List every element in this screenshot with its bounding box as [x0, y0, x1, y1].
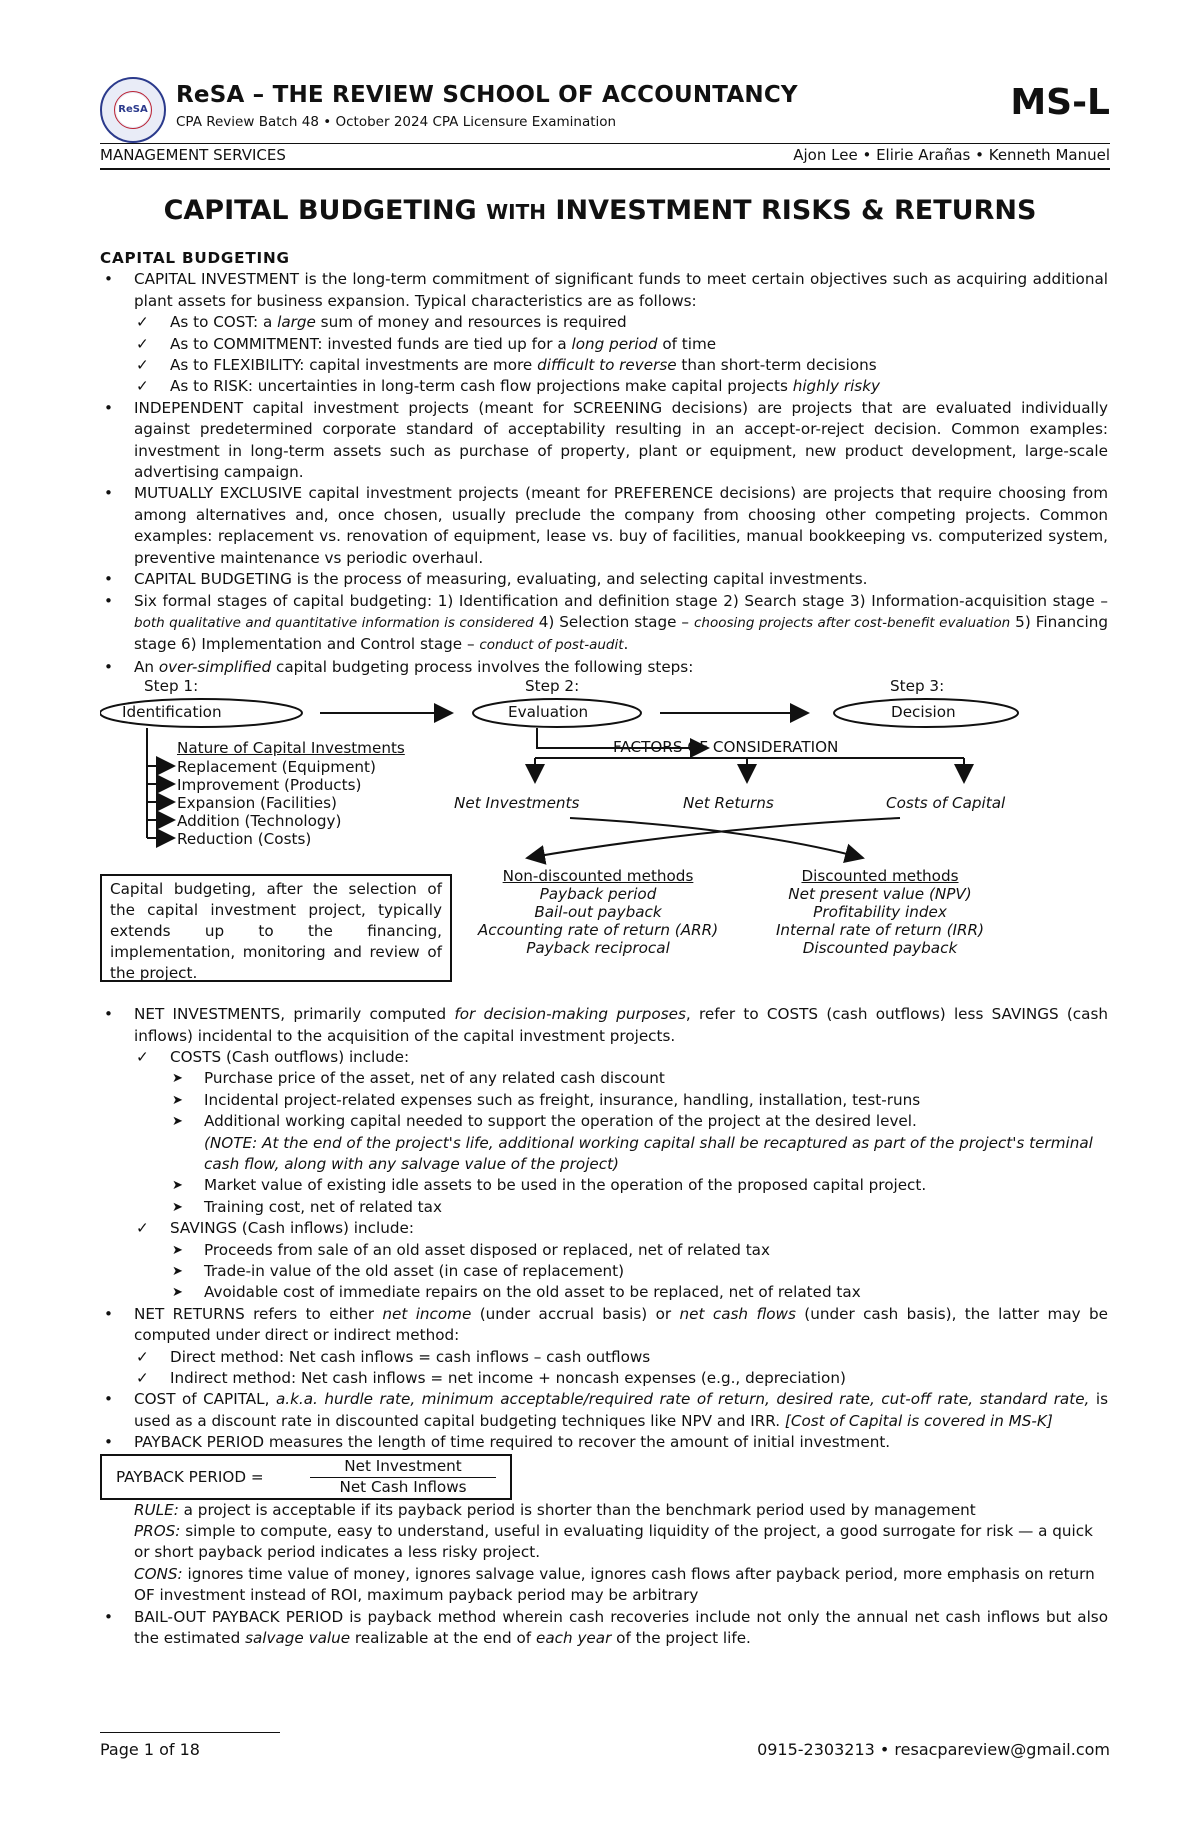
resa-logo	[100, 77, 166, 143]
header-rule	[100, 143, 1110, 144]
authors: Ajon Lee • Elirie Arañas • Kenneth Manuel	[793, 146, 1110, 164]
cost-item: ➤ Training cost, net of related tax	[100, 1197, 1108, 1218]
cost-item: ➤ Incidental project-related expenses such as freight, insurance, handling, installation, test-runs	[100, 1090, 1108, 1111]
capital-investment-bullet: • CAPITAL INVESTMENT is the long-term commitment of significant funds to meet certain objectives such as acquiring additional plant assets for business expansion. Typical characteristics are as follows:	[100, 269, 1108, 312]
formula-numerator: Net Investment	[344, 1456, 462, 1475]
characteristic-item: ✓ As to FLEXIBILITY: capital investments are more difficult to reverse than short-term decisions	[100, 355, 1108, 376]
method-item: ✓ Indirect method: Net cash inflows = net income + noncash expenses (e.g., depreciation)	[100, 1368, 1108, 1389]
node-identification: Identification	[122, 703, 222, 722]
costs-title: ✓ COSTS (Cash outflows) include:	[100, 1047, 1108, 1068]
step-3-label: Step 3:	[890, 677, 945, 696]
cost-item: ➤ Additional working capital needed to support the operation of the project at the desired level.	[100, 1111, 1108, 1132]
pros-line: PROS: simple to compute, easy to understand, useful in evaluating liquidity of the project, a good surrogate for risk — a quick or short payback period indicates a less risky project.	[134, 1522, 1093, 1562]
cost-item: ➤ Purchase price of the asset, net of any related cash discount	[100, 1068, 1108, 1089]
discounted-item: Net present value (NPV)	[788, 885, 972, 904]
stages-bullet: • Six formal stages of capital budgeting: 1) Identification and definition stage 2) Search stage 3) Information-acquisition stage – both qualitative and quantitative information is considered 4) Selection stage – choosing projects after cost-benefit evaluation 5) Financing stage 6) Implementation and Control stage – conduct of post-audit.	[100, 591, 1108, 657]
formula-label: PAYBACK PERIOD =	[116, 1467, 264, 1486]
nondiscounted-title: Non-discounted methods	[502, 867, 694, 886]
discounted-item: Discounted payback	[802, 939, 958, 958]
net-investments-bullet: • NET INVESTMENTS, primarily computed for decision-making purposes, refer to COSTS (cash outflows) less SAVINGS (cash inflows) incidental to the acquisition of the capital investment projects.	[100, 1004, 1108, 1047]
footer-rule	[100, 1732, 280, 1733]
discounted-title: Discounted methods	[801, 867, 959, 886]
section-name: MANAGEMENT SERVICES	[100, 146, 286, 164]
savings-title: ✓ SAVINGS (Cash inflows) include:	[100, 1218, 1108, 1239]
factor-net-investments: Net Investments	[454, 794, 580, 813]
module-code: MS-L	[1010, 82, 1110, 123]
node-evaluation: Evaluation	[508, 703, 589, 722]
section-heading: CAPITAL BUDGETING	[100, 249, 290, 267]
independent-bullet: • INDEPENDENT capital investment projects (meant for SCREENING decisions) are projects that are evaluated individually against predetermined corporate standard of acceptability resulting in an accept-or-reject decision. Common examples: investment in long-term assets such as purchase of property, plant or equipment, new product development, large-scale advertising campaign.	[100, 398, 1108, 484]
characteristic-item: ✓ As to COST: a large sum of money and resources is required	[100, 312, 1108, 333]
factor-net-returns: Net Returns	[683, 794, 774, 813]
nondiscounted-item: Payback reciprocal	[526, 939, 670, 958]
nondiscounted-item: Payback period	[539, 885, 657, 904]
nature-item: Addition (Technology)	[177, 812, 342, 831]
saving-item: ➤ Trade-in value of the old asset (in case of replacement)	[100, 1261, 1108, 1282]
factor-costs-of-capital: Costs of Capital	[886, 794, 1006, 813]
cost-of-capital-bullet: • COST of CAPITAL, a.k.a. hurdle rate, minimum acceptable/required rate of return, desired rate, cut-off rate, standard rate, is used as a discount rate in discounted capital budgeting techniques like NPV and IRR. [Cost of Capital is covered in MS-K]	[100, 1389, 1108, 1432]
step-1-label: Step 1:	[144, 677, 199, 696]
characteristic-item: ✓ As to RISK: uncertainties in long-term cash flow projections make capital projects highly risky	[100, 376, 1108, 397]
process-bullet: • An over-simplified capital budgeting process involves the following steps:	[100, 657, 1108, 678]
page-title: CAPITAL BUDGETING WITH INVESTMENT RISKS & RETURNS	[163, 195, 1037, 226]
step-2-label: Step 2:	[525, 677, 580, 696]
mutually-exclusive-bullet: • MUTUALLY EXCLUSIVE capital investment projects (meant for PREFERENCE decisions) are projects that require choosing from among alternatives and, once chosen, usually preclude the company from choosing other competing projects. Common examples: replacement vs. renovation of equipment, lease vs. buy of facilities, manual bookkeeping vs. computerized system, preventive maintenance vs periodic overhaul.	[100, 483, 1108, 569]
saving-item: ➤ Avoidable cost of immediate repairs on the old asset to be replaced, net of related tax	[100, 1282, 1108, 1303]
rule-line: RULE: a project is acceptable if its payback period is shorter than the benchmark period used by management	[134, 1500, 976, 1519]
nature-item: Improvement (Products)	[177, 776, 362, 795]
process-diagram	[100, 678, 1108, 1004]
nondiscounted-item: Accounting rate of return (ARR)	[477, 921, 719, 940]
header-rule-thick	[100, 168, 1110, 170]
page-number: Page 1 of 18	[100, 1740, 200, 1759]
school-title: ReSA – THE REVIEW SCHOOL OF ACCOUNTANCY	[176, 82, 798, 108]
capital-budgeting-bullet: • CAPITAL BUDGETING is the process of measuring, evaluating, and selecting capital investments.	[100, 569, 1108, 590]
payback-bullet: • PAYBACK PERIOD measures the length of time required to recover the amount of initial investment.	[100, 1432, 1108, 1453]
nature-item: Expansion (Facilities)	[177, 794, 337, 813]
cost-note: (NOTE: At the end of the project's life, additional working capital shall be recaptured as part of the project's terminal cash flow, along with any salvage value of the project)	[204, 1133, 1093, 1173]
discounted-item: Internal rate of return (IRR)	[775, 921, 985, 940]
cons-line: CONS: ignores time value of money, ignores salvage value, ignores cash flows after payback period, more emphasis on return OF investment instead of ROI, maximum payback period may be arbitrary	[134, 1564, 1095, 1605]
nature-item: Replacement (Equipment)	[177, 758, 376, 777]
contact-info: 0915-2303213 • resacpareview@gmail.com	[757, 1740, 1110, 1759]
batch-subtitle: CPA Review Batch 48 • October 2024 CPA Licensure Examination	[176, 114, 617, 130]
nondiscounted-item: Bail-out payback	[534, 903, 662, 922]
logo-text: ReSA	[114, 91, 152, 129]
net-returns-bullet: • NET RETURNS refers to either net income (under accrual basis) or net cash flows (under cash basis), the latter may be computed under direct or indirect method:	[100, 1304, 1108, 1347]
formula-denominator: Net Cash Inflows	[339, 1477, 467, 1496]
method-item: ✓ Direct method: Net cash inflows = cash inflows – cash outflows	[100, 1347, 1108, 1368]
content	[100, 248, 1108, 1650]
discounted-item: Profitability index	[813, 903, 947, 922]
bailout-bullet: • BAIL-OUT PAYBACK PERIOD is payback method wherein cash recoveries include not only the annual net cash inflows but also the estimated salvage value realizable at the end of each year of the project life.	[100, 1607, 1108, 1650]
cost-item: ➤ Market value of existing idle assets to be used in the operation of the proposed capital project.	[100, 1175, 1108, 1196]
characteristic-item: ✓ As to COMMITMENT: invested funds are tied up for a long period of time	[100, 334, 1108, 355]
note-box: Capital budgeting, after the selection of the capital investment project, typically extends up to the financing, implementation, monitoring and review of the project.	[100, 874, 452, 982]
nature-item: Reduction (Costs)	[177, 830, 312, 849]
nature-title: Nature of Capital Investments	[177, 739, 405, 758]
factors-title: FACTORS OF CONSIDERATION	[613, 738, 839, 757]
node-decision: Decision	[891, 703, 956, 722]
payback-formula	[100, 1454, 512, 1500]
saving-item: ➤ Proceeds from sale of an old asset disposed or replaced, net of related tax	[100, 1240, 1108, 1261]
